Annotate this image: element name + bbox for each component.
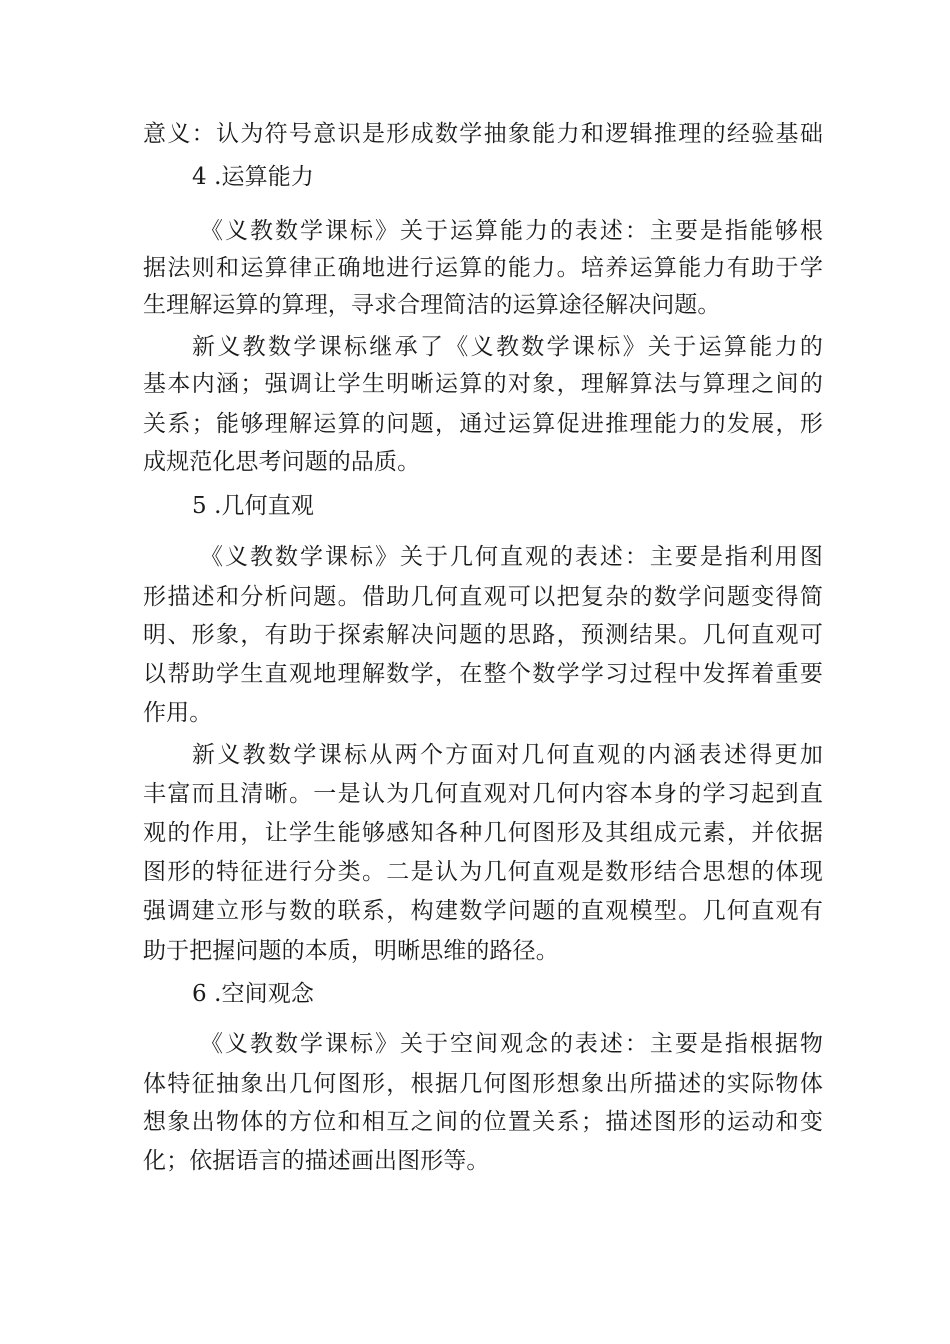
paragraph-line: 图形的特征进行分类。二是认为几何直观是数形结合思想的体现 bbox=[143, 859, 823, 885]
paragraph-line: 体特征抽象出几何图形，根据几何图形想象出所描述的实际物体 bbox=[143, 1071, 823, 1097]
paragraph-line: 关系；能够理解运算的问题，通过运算促进推理能力的发展，形 bbox=[143, 411, 823, 437]
paragraph-line: 《义教数学课标》关于几何直观的表述：主要是指利用图 bbox=[200, 544, 823, 570]
paragraph-line: 意义：认为符号意识是形成数学抽象能力和逻辑推理的经验基础 bbox=[143, 121, 823, 147]
paragraph-line: 观的作用，让学生能够感知各种几何图形及其组成元素，并依据 bbox=[143, 820, 823, 846]
paragraph-line: 成规范化思考问题的品质。 bbox=[143, 449, 421, 475]
paragraph-line: 形描述和分析问题。借助几何直观可以把复杂的数学问题变得简 bbox=[143, 584, 823, 610]
paragraph-line: 基本内涵；强调让学生明晰运算的对象，理解算法与算理之间的 bbox=[143, 371, 823, 397]
paragraph-line: 生理解运算的算理，寻求合理简洁的运算途径解决问题。 bbox=[143, 292, 721, 318]
paragraph-line: 新义教数学课标继承了《义教数学课标》关于运算能力的 bbox=[192, 334, 823, 360]
paragraph-line: 新义教数学课标从两个方面对几何直观的内涵表述得更加 bbox=[192, 742, 823, 768]
paragraph-line: 强调建立形与数的联系，构建数学问题的直观模型。几何直观有 bbox=[143, 898, 823, 924]
paragraph-line: 据法则和运算律正确地进行运算的能力。培养运算能力有助于学 bbox=[143, 255, 823, 281]
paragraph-line: 助于把握问题的本质，明晰思维的路径。 bbox=[143, 938, 559, 964]
paragraph-line: 作用。 bbox=[143, 700, 213, 726]
paragraph-line: 明、形象，有助于探索解决问题的思路，预测结果。几何直观可 bbox=[143, 622, 823, 648]
paragraph-line: 丰富而且清晰。一是认为几何直观对几何内容本身的学习起到直 bbox=[143, 781, 823, 807]
paragraph-line: 化；依据语言的描述画出图形等。 bbox=[143, 1148, 490, 1174]
paragraph-line: 想象出物体的方位和相互之间的位置关系；描述图形的运动和变 bbox=[143, 1109, 823, 1135]
section-heading: 4 .运算能力 bbox=[192, 164, 314, 190]
section-heading: 6 .空间观念 bbox=[192, 981, 314, 1007]
paragraph-line: 以帮助学生直观地理解数学，在整个数学学习过程中发挥着重要 bbox=[143, 661, 823, 687]
paragraph-line: 《义教数学课标》关于空间观念的表述：主要是指根据物 bbox=[200, 1031, 823, 1057]
paragraph-line: 《义教数学课标》关于运算能力的表述：主要是指能够根 bbox=[200, 218, 823, 244]
section-heading: 5 .几何直观 bbox=[192, 493, 314, 519]
